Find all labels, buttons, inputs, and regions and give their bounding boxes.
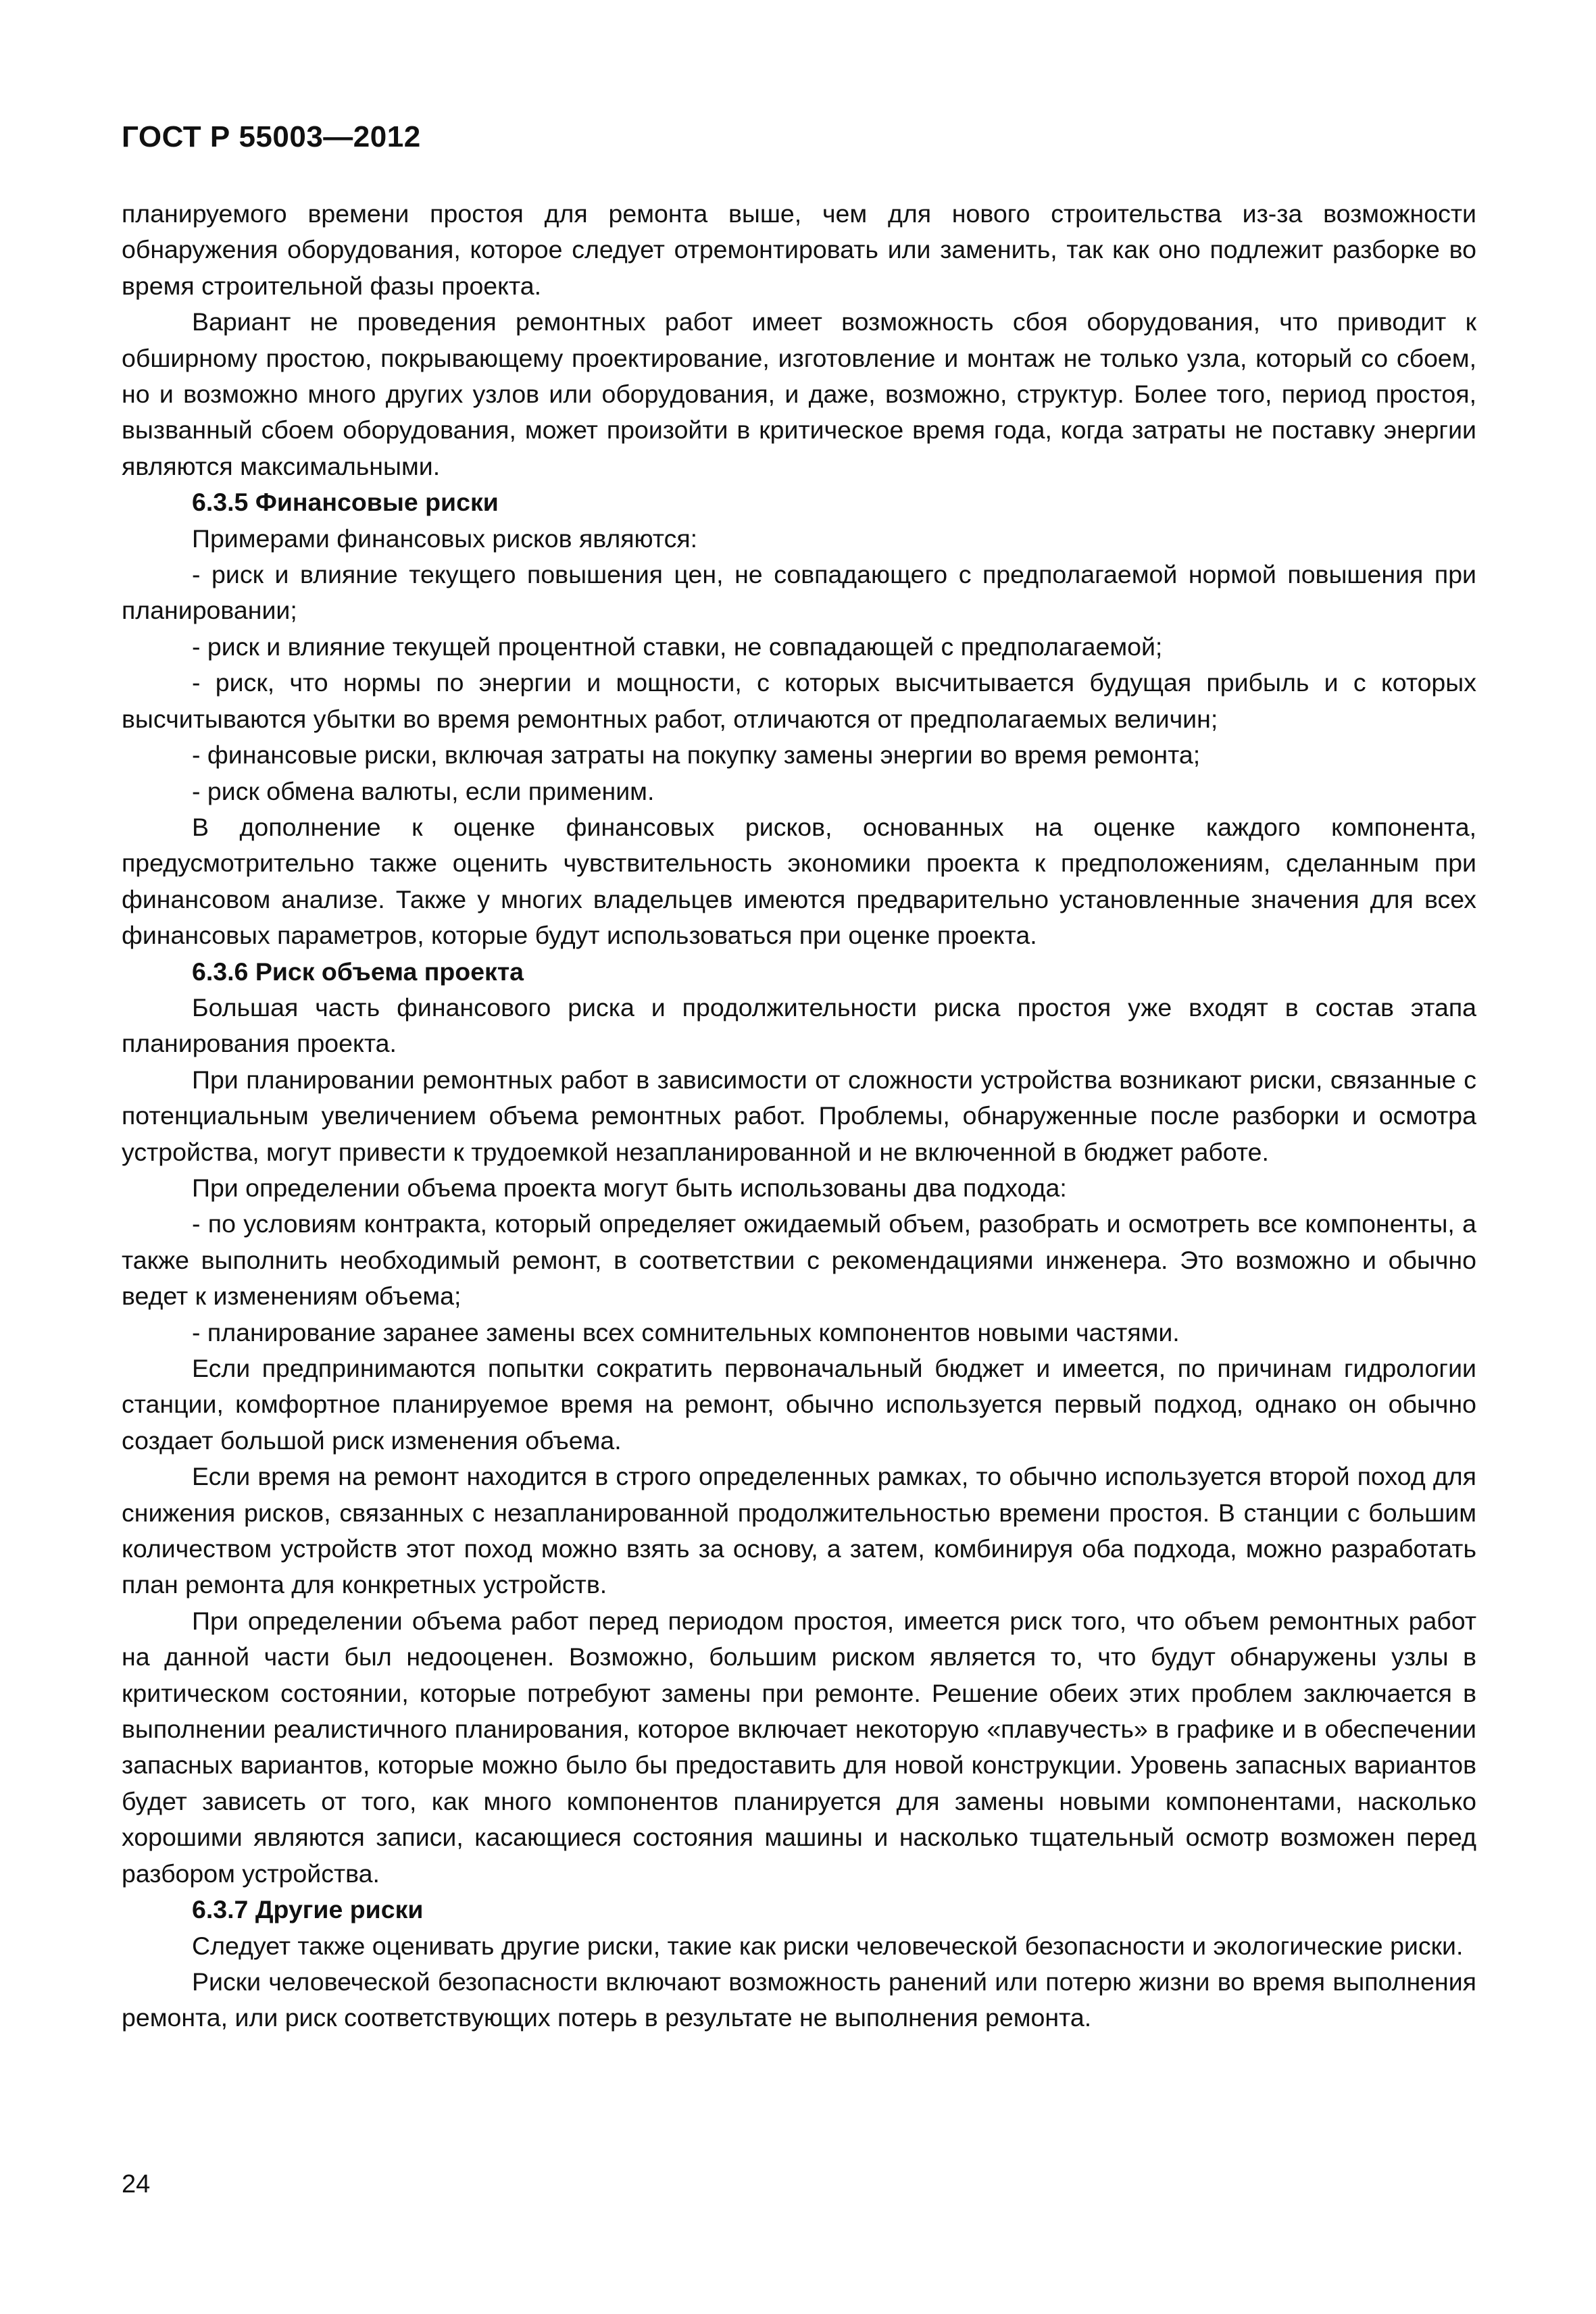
list-item: - по условиям контракта, который определяет ожидаемый объем, разобрать и осмотреть все компоненты, а также выполнить необходимый ремонт, в соответствии с рекомендациями инженера. Это возможно и обычно ведет к изменениям объема; [122, 1209, 1476, 1311]
paragraph: При планировании ремонтных работ в зависимости от сложности устройства возникают риски, связанные с потенциальным увеличением объема ремонтных работ. Проблемы, обнаруженные после разборки и осмотра устройства, могут привести к трудоемкой незапланированной и не включенной в бюджет работе. [122, 1065, 1476, 1166]
section-heading-6-3-6: 6.3.6 Риск объема проекта [192, 957, 524, 986]
document-body [122, 196, 1476, 2036]
paragraph: Если время на ремонт находится в строго определенных рамках, то обычно используется второй поход для снижения рисков, связанных с незапланированной продолжительностью времени простоя. В станции с большим количеством устройств этот поход можно взять за основу, а затем, комбинируя оба подхода, можно разработать план ремонта для конкретных устройств. [122, 1462, 1476, 1599]
paragraph: В дополнение к оценке финансовых рисков, основанных на оценке каждого компонента, предусмотрительно также оценить чувствительность экономики проекта к предположениям, сделанным при финансовом анализе. Также у многих владельцев имеются предварительно установленные значения для всех финансовых параметров, которые будут использоваться при оценке проекта. [122, 812, 1476, 950]
paragraph: Если предпринимаются попытки сократить первоначальный бюджет и имеется, по причинам гидрологии станции, комфортное планируемое время на ремонт, обычно используется первый подход, однако он обычно создает большой риск изменения объема. [122, 1354, 1476, 1455]
paragraph: Риски человеческой безопасности включают возможность ранений или потерю жизни во время выполнения ремонта, или риск соответствующих потерь в результате не выполнения ремонта. [122, 1967, 1476, 2032]
page-number: 24 [122, 2170, 151, 2198]
section-heading-6-3-7: 6.3.7 Другие риски [192, 1895, 424, 1924]
paragraph: Примерами финансовых рисков являются: [192, 524, 698, 553]
paragraph: При определении объема работ перед периодом простоя, имеется риск того, что объем ремонтных работ на данной части был недооценен. Возможно, большим риском является то, что будут обнаружены узлы в критическом состоянии, которые потребуют замены при ремонте. Решение обеих этих проблем заключается в выполнении реалистичного планирования, которое включает некоторую «плавучесть» в графике и в обеспечении запасных вариантов, которые можно было бы предоставить для новой конструкции. Уровень запасных вариантов будет зависеть от того, как много компонентов планируется для замены новыми компонентами, насколько хорошими являются записи, касающиеся состояния машины и насколько тщательный осмотр возможен перед разбором устройства. [122, 1606, 1476, 1888]
paragraph: Вариант не проведения ремонтных работ имеет возможность сбоя оборудования, что приводит к обширному простою, покрывающему проектирование, изготовление и монтаж не только узла, который со сбоем, но и возможно много других узлов или оборудования, и даже, возможно, структур. Более того, период простоя, вызванный сбоем оборудования, может произойти в критическое время года, когда затраты не поставку энергии являются максимальными. [122, 307, 1476, 480]
list-item: - риск и влияние текущей процентной ставки, не совпадающей с предполагаемой; [192, 632, 1163, 661]
list-item: - риск обмена валюты, если применим. [192, 776, 655, 805]
list-item: - риск, что нормы по энергии и мощности, с которых высчитывается будущая прибыль и с которых высчитываются убытки во время ремонтных работ, отличаются от предполагаемых величин; [122, 668, 1476, 733]
paragraph: планируемого времени простоя для ремонта выше, чем для нового строительства из-за возможности обнаружения оборудования, которое следует отремонтировать или заменить, так как оно подлежит разборке во время строительной фазы проекта. [122, 199, 1476, 300]
paragraph: При определении объема проекта могут быть использованы два подхода: [192, 1173, 1067, 1202]
list-item: - планирование заранее замены всех сомнительных компонентов новыми частями. [192, 1317, 1180, 1347]
section-heading-6-3-5: 6.3.5 Финансовые риски [192, 488, 499, 517]
paragraph: Большая часть финансового риска и продолжительности риска простоя уже входят в состав этапа планирования проекта. [122, 992, 1476, 1058]
paragraph: Следует также оценивать другие риски, такие как риски человеческой безопасности и экологические риски. [192, 1931, 1464, 1960]
list-item: - финансовые риски, включая затраты на покупку замены энергии во время ремонта; [192, 740, 1201, 770]
list-item: - риск и влияние текущего повышения цен, не совпадающего с предполагаемой нормой повышения при планировании; [122, 560, 1476, 625]
document-header: ГОСТ Р 55003—2012 [122, 120, 421, 153]
